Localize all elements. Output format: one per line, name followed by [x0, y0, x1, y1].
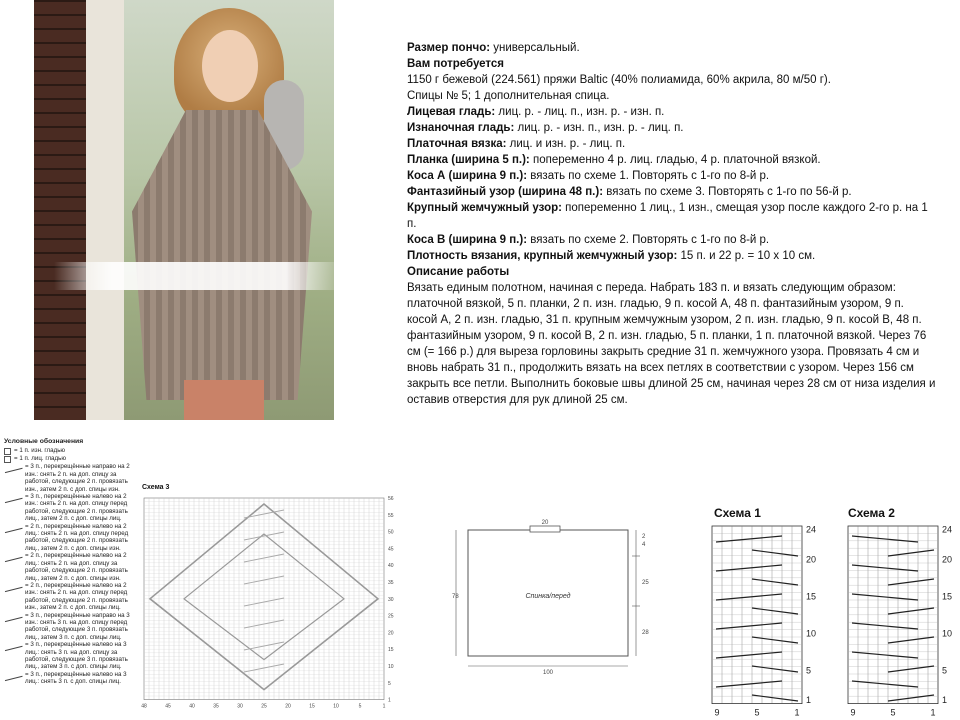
- pattern-line: [407, 88, 937, 104]
- model-pants: [184, 380, 264, 420]
- scheme-3-row-label: 35: [388, 580, 394, 586]
- scheme-3-col-label: 10: [333, 703, 339, 710]
- schematic-top-label: 20: [541, 520, 549, 526]
- scheme-3-col-label: 48: [141, 703, 147, 710]
- schematic-left-label: 78: [452, 594, 459, 600]
- pattern-line-heading: Коса В (ширина 9 п.):: [407, 234, 528, 246]
- pattern-line-text: лиц. р. - изн. п., изн. р. - лиц. п.: [514, 122, 684, 134]
- pattern-line-heading: Крупный жемчужный узор:: [407, 202, 562, 214]
- scheme2-col-label: 9: [850, 707, 856, 718]
- legend-item: [4, 463, 136, 493]
- pattern-line-heading: Платочная вязка:: [407, 138, 507, 150]
- scheme-3-grid: [140, 494, 402, 720]
- legend-title: Условные обозначения: [4, 438, 84, 445]
- scheme1-col-label: 5: [754, 707, 760, 718]
- pattern-line-text: Спицы № 5; 1 дополнительная спица.: [407, 90, 610, 102]
- scheme2-col-label: 5: [890, 707, 896, 718]
- scheme-3-col-label: 20: [285, 703, 291, 710]
- scheme-3-col-label: 25: [261, 703, 267, 710]
- model-photo: [34, 0, 334, 420]
- pattern-line: [407, 248, 937, 264]
- scheme-3-title: Схема 3: [142, 484, 170, 491]
- pattern-line-heading: Лицевая гладь:: [407, 106, 496, 118]
- scheme-3-col-label: 30: [237, 703, 243, 710]
- pattern-line-text: Вязать единым полотном, начиная с переда. Набрать 183 п. и вязать следующим образом: платочной вязкой, 5 п. планки, 2 п. изн. гладью, 9 п. косой А, 48 п. фантазийным узором, 9 п. косой А, 2 п. изн. гладью, 31 п. крупным жемчужным узором, 2 п. изн. гладью, 9 п. косой В, 48 п. фантазийным узором, 9 п. косой В, 2 п. изн. гладью, 5 п. планки, 1 п. платочной вязкой. Через 76 см (= 166 р.) для выреза горловины закрыть средние 31 п. жемчужного узора. Провязать 4 см и вновь набрать 31 п., продолжить вязать на всех петлях в соответствии с узором. Через 156 см закрыть все петли. Выполнить боковые швы длиной 25 см, начиная через 28 см от низа изделия и оставив отверстия для рук длиной 25 см.: [407, 282, 936, 406]
- legend-item: [4, 612, 136, 642]
- scheme-3-row-label: 25: [388, 613, 394, 620]
- pattern-line: [407, 152, 937, 168]
- legend-item-text: = 3 п., перекрещённые направо на 2 изн.: снять 2 п. на доп. спицу за работой, следующие 2 п. провязать изн., затем 2 п. с доп. спицы изн.: [25, 463, 130, 493]
- scheme-2-title: Схема 2: [848, 506, 895, 520]
- scheme-3-row-label: 10: [388, 664, 394, 670]
- pattern-line-heading: Фантазийный узор (ширина 48 п.):: [407, 186, 604, 198]
- pattern-line-heading: Изнаночная гладь:: [407, 122, 515, 134]
- cable-symbol-icon: [3, 640, 22, 651]
- cable-symbol-icon: [3, 670, 22, 681]
- cable-symbol-icon: [3, 462, 22, 473]
- schematic-right-b-label: 25: [642, 580, 649, 586]
- brick-pillar: [34, 0, 86, 420]
- legend-item-text: = 2 п., перекрещённые налево на 2 лиц.: снять 2 п. на доп. спицу за работой, следующие 2 п. провязать лиц., затем 2 п. с доп. спицы изн.: [25, 552, 128, 582]
- legend-item: [4, 455, 136, 463]
- legend-item-text: = 3 п., перекрещённые налево на 3 лиц.: снять 3 п. с доп. спицы лиц.: [25, 670, 127, 686]
- pattern-line: [407, 136, 937, 152]
- pattern-line: [407, 168, 937, 184]
- schematic-piece-label: Спинка/перед: [525, 593, 571, 600]
- scheme-3-col-label: 45: [165, 703, 171, 710]
- scheme2-col-label: 1: [930, 707, 936, 718]
- scheme1-row-label: 5: [806, 665, 812, 676]
- pattern-line-text: попеременно 4 р. лиц. гладью, 4 р. платочной вязкой.: [529, 154, 821, 166]
- scheme-3-col-label: 1: [382, 703, 386, 710]
- cable-symbol-icon: [3, 492, 22, 503]
- legend-item-text: = 1 п. лиц. гладью: [14, 455, 66, 463]
- scheme1-col-label: 9: [714, 707, 720, 718]
- pattern-line: [407, 120, 937, 136]
- scheme-3-row-label: 1: [388, 697, 391, 704]
- pattern-line-heading: Планка (ширина 5 п.):: [407, 154, 530, 166]
- legend-item-text: = 3 п., перекрещённые налево на 2 изн.: снять 2 п. на доп. спицу перед работой, следующие 2 п. провязать лиц., затем 2 п. с доп. спицы лиц.: [25, 493, 128, 523]
- pattern-line: [407, 56, 937, 72]
- cable-symbol-icon: [3, 522, 22, 533]
- pattern-line-text: универсальный.: [490, 42, 580, 54]
- schematic-bottom-label: 100: [542, 670, 554, 676]
- pattern-line-heading: Размер пончо:: [407, 42, 491, 54]
- legend-item-text: = 3 п., перекрещённые налево на 3 лиц.: снять 3 п. на доп. спицу за работой, следующие 3 п. провязать лиц., затем 3 п. с доп. спицы лиц.: [25, 641, 128, 671]
- watermark-smear: [54, 262, 334, 290]
- legend-items: [4, 447, 136, 685]
- scheme2-row-label: 24: [942, 524, 953, 535]
- cable-symbol-icon: [3, 581, 22, 592]
- cable-symbol-icon: [3, 610, 22, 621]
- pattern-line: [407, 264, 937, 280]
- scheme-1-title: Схема 1: [714, 506, 761, 520]
- scheme2-row-label: 15: [942, 591, 953, 602]
- legend-item: [4, 671, 136, 686]
- legend-item-text: = 2 п., перекрещённые налево на 2 изн.: снять 2 п. на доп. спицу перед работой, следующие 2 п. провязать изн., затем 2 п. с доп. спицы лиц.: [25, 581, 128, 612]
- scheme2-row-label: 10: [942, 628, 953, 639]
- scheme-3: [140, 484, 400, 720]
- pattern-text: [407, 40, 937, 408]
- scheme-1-2: [708, 506, 960, 720]
- pattern-line-text: попеременно 1 лиц., 1 изн., смещая узор после каждого 2-го р. на 1 п.: [407, 202, 928, 230]
- scheme-3-row-label: 55: [388, 512, 394, 519]
- pattern-line: [407, 40, 937, 56]
- pattern-line-heading: Плотность вязания, крупный жемчужный узор:: [407, 250, 678, 262]
- model-face: [202, 30, 258, 102]
- pattern-line-heading: Описание работы: [407, 266, 510, 278]
- pattern-line-text: вязать по схеме 3. Повторять с 1-го по 56-й р.: [603, 186, 852, 198]
- stitch-box-icon: [4, 456, 11, 463]
- scheme-3-row-label: 20: [388, 630, 394, 637]
- pattern-line: [407, 280, 937, 408]
- scheme-3-col-label: 15: [309, 703, 315, 710]
- scheme-3-col-label: 35: [213, 703, 219, 710]
- pattern-line: [407, 104, 937, 120]
- pattern-line-text: 15 п. и 22 р. = 10 х 10 см.: [677, 250, 816, 262]
- legend-item: [4, 493, 136, 523]
- pattern-line-text: лиц. и изн. р. - лиц. п.: [506, 138, 626, 150]
- schematic-drawing: [452, 516, 652, 676]
- cable-symbol-icon: [3, 551, 22, 562]
- pattern-line-text: вязать по схеме 1. Повторять с 1-го по 8-й р.: [527, 170, 770, 182]
- legend-item-text: = 3 п., перекрещённые направо на 3 изн.: снять 3 п. на доп. спицу перед работой, следующие 3 п. провязать лиц., затем 3 п. с доп. спицы лиц.: [25, 611, 130, 641]
- scheme1-row-label: 24: [806, 524, 817, 535]
- legend-item: [4, 552, 136, 582]
- scheme-3-row-label: 45: [388, 546, 394, 553]
- pattern-line-heading: Вам потребуется: [407, 58, 505, 70]
- scheme-3-row-label: 56: [388, 496, 394, 502]
- scheme1-col-label: 1: [794, 707, 800, 718]
- scheme-3-col-label: 5: [358, 703, 362, 710]
- scheme-3-row-label: 30: [388, 596, 394, 603]
- pattern-line-text: лиц. р. - лиц. п., изн. р. - изн. п.: [495, 106, 665, 118]
- scheme1-row-label: 10: [806, 628, 817, 639]
- garment-schematic: [452, 516, 652, 676]
- white-wall: [86, 0, 124, 420]
- scheme1-row-label: 20: [806, 554, 817, 565]
- scheme-1-2-grids: [708, 506, 960, 720]
- pattern-line-text: вязать по схеме 2. Повторять с 1-го по 8-й р.: [527, 234, 770, 246]
- scheme-3-row-label: 15: [388, 647, 394, 654]
- scheme2-row-label: 20: [942, 554, 953, 565]
- stitch-box-icon: [4, 448, 11, 455]
- legend-item: [4, 641, 136, 671]
- schematic-right-c-label: 28: [642, 630, 649, 636]
- scheme2-row-label: 5: [942, 665, 948, 676]
- legend-item: [4, 523, 136, 553]
- schematic-right-a-label: 4: [642, 542, 646, 548]
- scheme-3-row-label: 50: [388, 529, 394, 536]
- pattern-line: [407, 200, 937, 232]
- legend-item-text: = 2 п., перекрещённые налево на 2 лиц.: снять 2 п. на доп. спицу перед работой, следующие 2 п. провязать лиц., затем 2 п. с доп. спицы изн.: [25, 522, 129, 552]
- legend-item-text: = 1 п. изн. гладью: [14, 447, 66, 455]
- scheme1-row-label: 15: [806, 591, 817, 602]
- pattern-line: [407, 72, 937, 88]
- pattern-line-heading: Коса А (ширина 9 п.):: [407, 170, 528, 182]
- pattern-line: [407, 184, 937, 200]
- scheme-3-row-label: 5: [388, 680, 391, 687]
- pattern-line-text: 1150 г бежевой (224.561) пряжи Baltic (40% полиамида, 60% акрила, 80 м/50 г).: [407, 74, 831, 86]
- scheme-3-col-label: 40: [189, 703, 195, 710]
- legend: [4, 438, 136, 686]
- scheme-3-row-label: 40: [388, 563, 394, 570]
- scheme1-row-label: 1: [806, 694, 812, 705]
- scheme2-row-label: 1: [942, 694, 948, 705]
- legend-item: [4, 447, 136, 455]
- legend-item: [4, 582, 136, 612]
- schematic-right-top-label: 2: [642, 534, 646, 540]
- pattern-line: [407, 232, 937, 248]
